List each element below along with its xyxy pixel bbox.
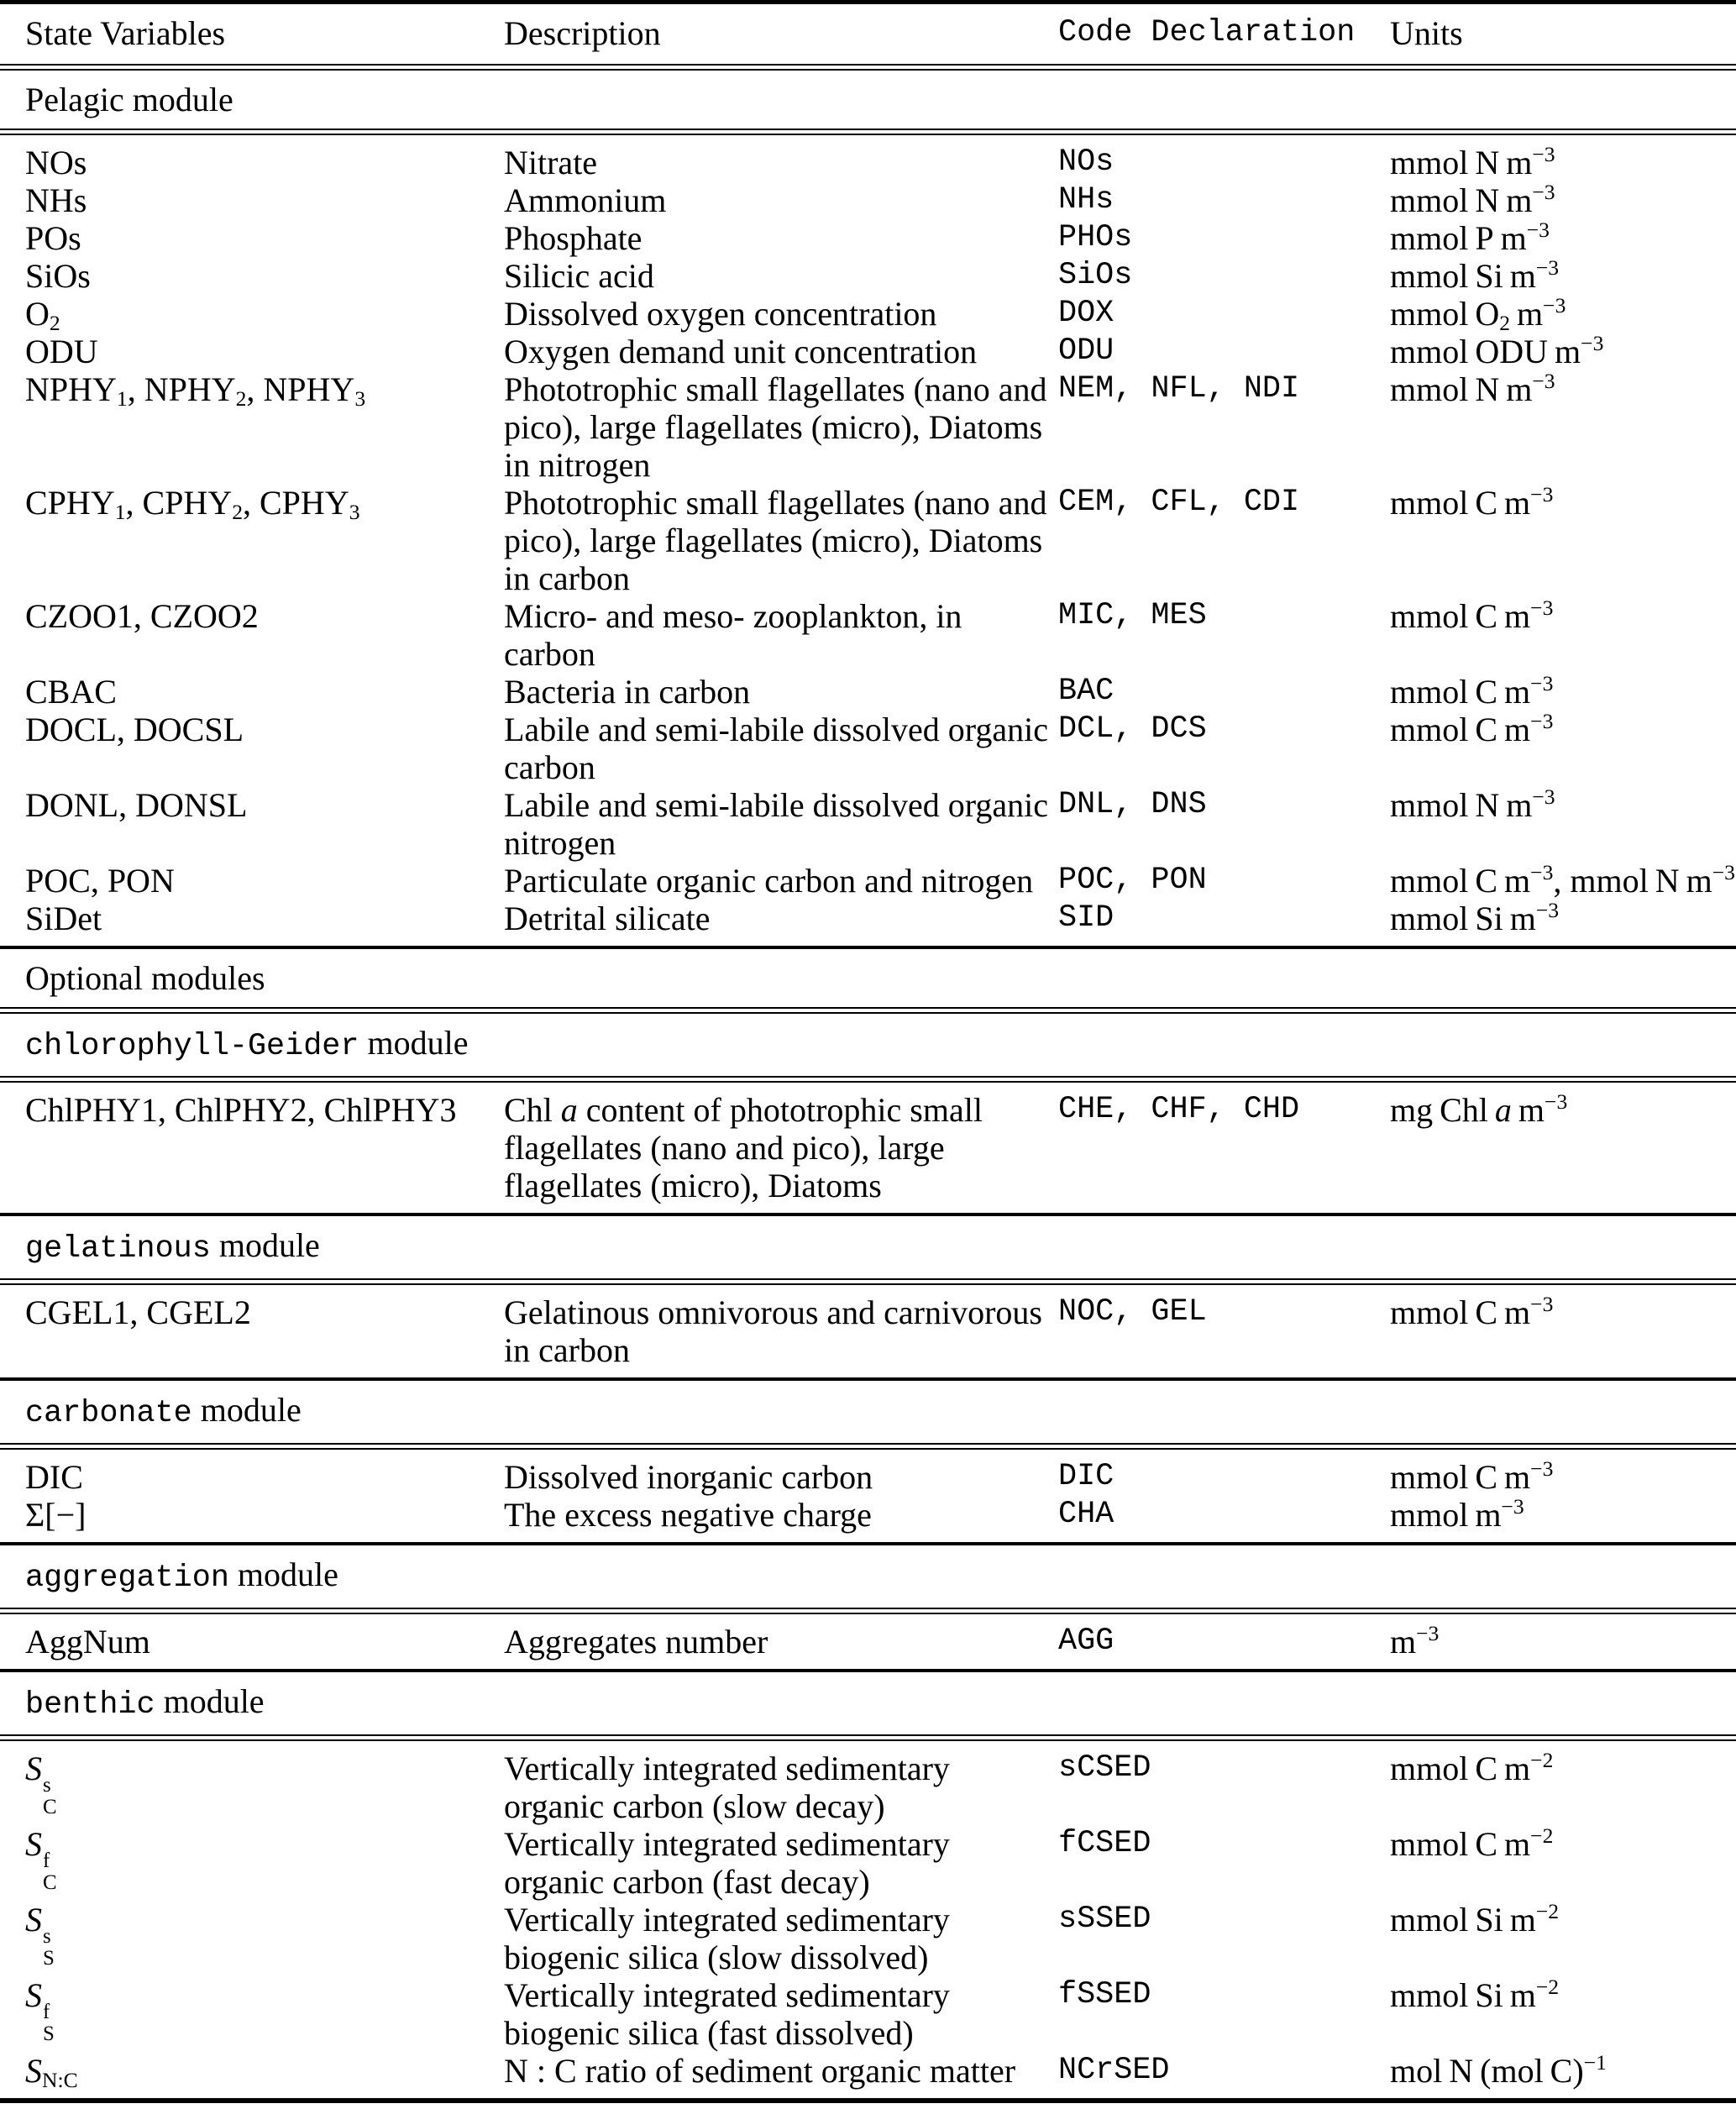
units-cell: mmol C $m^{-3}$ [1390, 709, 1554, 748]
section-title: Optional modules [25, 959, 265, 997]
units-cell: mmol C $m^{-3}$ [1390, 1456, 1554, 1496]
table-row [0, 1623, 1736, 1660]
units-cell: mmol Si $m^{-3}$ [1390, 255, 1560, 295]
code-cell: AGG [1058, 1624, 1115, 1659]
bottom-rule [0, 2098, 1736, 2103]
table-row [0, 2052, 1736, 2090]
description-cell: Phosphate [504, 219, 642, 257]
description-cell: Gelatinous omnivorous and carnivorous in carbon [504, 1293, 1042, 1369]
state-variable-cell: NOs [25, 144, 87, 181]
state-variable-cell: SiOs [25, 257, 91, 295]
code-cell: CHE, CHF, CHD [1058, 1092, 1300, 1127]
state-variable-cell: CBAC [25, 673, 117, 711]
description-cell: Dissolved oxygen concentration [504, 295, 937, 333]
rule-double [0, 1076, 1736, 1083]
units-cell: mmol Si $m^{-2}$ [1390, 1975, 1560, 2014]
section-rows [0, 1614, 1736, 1669]
section-header-row [0, 1381, 1736, 1443]
description-cell: Ammonium [504, 181, 667, 219]
section-header-row [0, 71, 1736, 129]
state-variable-cell: S f C [25, 1825, 57, 1894]
units-cell: $m^{-3}$ [1390, 1621, 1440, 1660]
section-title: module [228, 1556, 338, 1593]
table-row [0, 711, 1736, 786]
description-cell: Dissolved inorganic carbon [504, 1458, 873, 1496]
description-cell: Labile and semi-labile dissolved organic nitrogen [504, 786, 1048, 862]
description-cell: Micro- and meso- zooplankton, in carbon [504, 597, 962, 673]
table-row [0, 673, 1736, 711]
units-cell: mmol C $m^{-2}$ [1390, 1823, 1554, 1863]
rule-double [0, 1278, 1736, 1285]
code-cell: DIC [1058, 1459, 1115, 1494]
code-cell: NCrSED [1058, 2053, 1170, 2088]
table-row [0, 1750, 1736, 1825]
units-cell: mg Chl a $m^{-3}$ [1390, 1089, 1568, 1129]
rule-double [0, 1608, 1736, 1614]
section-rows [0, 1741, 1736, 2098]
table-row [0, 1293, 1736, 1369]
section-header-row [0, 1672, 1736, 1734]
code-cell: ODU [1058, 333, 1115, 369]
state-variable-cell: S s C [25, 1750, 57, 1818]
code-cell: SID [1058, 900, 1115, 936]
description-cell: Vertically integrated sedimentary biogenic silica (fast dissolved) [504, 1976, 950, 2052]
state-variable-cell: $S_{N:C}$ [25, 2052, 78, 2092]
description-cell: The excess negative charge [504, 1496, 872, 1534]
section-title-code: benthic [25, 1687, 155, 1723]
state-variable-cell: CGEL1, CGEL2 [25, 1293, 251, 1331]
description-cell: N : C ratio of sediment organic matter [504, 2052, 1016, 2090]
units-cell: mmol N $m^{-3}$ [1390, 369, 1555, 408]
state-variable-cell: $NPHY_1$, $NPHY_2$, $NPHY_3$ [25, 370, 366, 411]
code-cell: fSSED [1058, 1977, 1151, 2012]
code-cell: SiOs [1058, 258, 1133, 293]
code-cell: CHA [1058, 1497, 1115, 1532]
units-cell: mmol N $m^{-3}$ [1390, 142, 1555, 181]
state-variable-cell: CZOO1, CZOO2 [25, 597, 259, 635]
description-cell: Vertically integrated sedimentary organic carbon (slow decay) [504, 1750, 950, 1825]
section-header-row [0, 1216, 1736, 1278]
code-cell: CEM, CFL, CDI [1058, 485, 1300, 520]
section-rows [0, 1285, 1736, 1377]
units-cell: mmol N $m^{-3}$ [1390, 784, 1555, 824]
table-row [0, 786, 1736, 862]
units-cell: mmol C $m^{-3}$ [1390, 1292, 1554, 1331]
code-cell: MIC, MES [1058, 598, 1207, 633]
section-title-code: carbonate [25, 1396, 192, 1431]
state-variable-cell: ODU [25, 333, 98, 370]
units-cell: mmol Si $m^{-2}$ [1390, 1899, 1560, 1938]
units-cell: mmol Si $m^{-3}$ [1390, 898, 1560, 937]
units-cell: mmol N $m^{-3}$ [1390, 180, 1555, 219]
table-row [0, 295, 1736, 333]
col-header-code-declaration: Code Declaration [1058, 15, 1356, 50]
section-title: module [191, 1391, 302, 1429]
state-variable-cell: DIC [25, 1458, 83, 1496]
code-cell: NHs [1058, 182, 1115, 218]
code-cell: BAC [1058, 674, 1115, 709]
section-header-row [0, 1014, 1736, 1076]
description-cell: Phototrophic small flagellates (nano and pico), large flagellates (micro), Diatoms in nitrogen [504, 370, 1047, 484]
state-variable-cell: POC, PON [25, 862, 175, 900]
units-cell: mmol C $m^{-3}$, mmol N $m^{-3}$ [1390, 860, 1735, 900]
section-rows [0, 1450, 1736, 1542]
description-cell: Chl a content of phototrophic small flagellates (nano and pico), large flagellates (micro), Diatoms [504, 1091, 983, 1204]
table-row [0, 597, 1736, 673]
table-row [0, 257, 1736, 295]
units-cell: mmol ODU $m^{-3}$ [1390, 331, 1604, 370]
section-rows [0, 135, 1736, 946]
state-variable-cell: DOCL, DOCSL [25, 711, 244, 748]
description-cell: Labile and semi-labile dissolved organic carbon [504, 711, 1048, 786]
table-row [0, 900, 1736, 937]
state-variable-cell: $O_2$ [25, 295, 60, 335]
state-variable-cell: S f S [25, 1976, 55, 2045]
table-row [0, 333, 1736, 370]
code-cell: NOs [1058, 144, 1115, 180]
table-row [0, 370, 1736, 484]
state-variable-cell: $CPHY_1$, $CPHY_2$, $CPHY_3$ [25, 484, 360, 524]
state-variable-cell: AggNum [25, 1623, 150, 1660]
units-cell: mmol $O_2$ $m^{-3}$ [1390, 293, 1566, 335]
table-row [0, 1825, 1736, 1901]
state-variable-cell: NHs [25, 181, 87, 219]
state-variable-cell: SiDet [25, 900, 102, 937]
code-cell: DCL, DCS [1058, 711, 1207, 747]
units-cell: mmol C $m^{-3}$ [1390, 482, 1554, 522]
rule-double [0, 1007, 1736, 1014]
units-cell: mmol P $m^{-3}$ [1390, 218, 1550, 257]
units-cell: mmol C $m^{-3}$ [1390, 671, 1554, 711]
section-title-code: chlorophyll-Geider [25, 1029, 359, 1064]
description-cell: Particulate organic carbon and nitrogen [504, 862, 1034, 900]
code-cell: NOC, GEL [1058, 1294, 1207, 1330]
rule-double [0, 1443, 1736, 1450]
description-cell: Vertically integrated sedimentary organic carbon (fast decay) [504, 1825, 950, 1901]
section-title: module [155, 1682, 265, 1720]
units-cell: mmol $m^{-3}$ [1390, 1494, 1524, 1534]
section-title: Pelagic module [25, 81, 233, 118]
rule-double [0, 1734, 1736, 1741]
code-cell: PHOs [1058, 220, 1133, 255]
code-cell: fCSED [1058, 1826, 1151, 1861]
section-title-code: aggregation [25, 1561, 229, 1596]
description-cell: Oxygen demand unit concentration [504, 333, 978, 370]
sections-host [0, 71, 1736, 2098]
code-cell: NEM, NFL, NDI [1058, 371, 1300, 407]
state-variable-cell: S s S [25, 1901, 55, 1970]
table-row [0, 1091, 1736, 1204]
col-header-units: Units [1390, 14, 1463, 52]
table-row [0, 1901, 1736, 1976]
section-header-row [0, 1545, 1736, 1608]
units-cell: mmol C $m^{-2}$ [1390, 1748, 1554, 1787]
description-cell: Detrital silicate [504, 900, 711, 937]
state-variable-cell: ChlPHY1, ChlPHY2, ChlPHY3 [25, 1091, 457, 1129]
table-row [0, 181, 1736, 219]
description-cell: Aggregates number [504, 1623, 768, 1660]
code-cell: POC, PON [1058, 863, 1207, 898]
table-row [0, 219, 1736, 257]
state-variable-cell: Σ[−] [25, 1496, 87, 1534]
section-rows [0, 1083, 1736, 1213]
units-cell: mol N (mol C)$^{-1}$ [1390, 2050, 1607, 2090]
table-row [0, 1976, 1736, 2052]
description-cell: Nitrate [504, 144, 598, 181]
code-cell: sCSED [1058, 1750, 1151, 1786]
code-cell: DNL, DNS [1058, 787, 1207, 822]
units-cell: mmol C $m^{-3}$ [1390, 595, 1554, 635]
section-title: module [359, 1024, 469, 1062]
section-title-code: gelatinous [25, 1231, 211, 1267]
description-cell: Phototrophic small flagellates (nano and pico), large flagellates (micro), Diatoms in carbon [504, 484, 1047, 597]
table-header-row [0, 4, 1736, 64]
col-header-description: Description [504, 14, 661, 52]
table-row [0, 144, 1736, 181]
table-row [0, 484, 1736, 597]
rule-double [0, 64, 1736, 71]
code-cell: sSSED [1058, 1902, 1151, 1937]
col-header-state-variables: State Variables [25, 14, 226, 52]
state-variable-cell: DONL, DONSL [25, 786, 248, 824]
section-title: module [210, 1226, 320, 1264]
description-cell: Vertically integrated sedimentary biogenic silica (slow dissolved) [504, 1901, 950, 1976]
section-header-row [0, 949, 1736, 1007]
rule-double [0, 129, 1736, 135]
description-cell: Bacteria in carbon [504, 673, 751, 711]
description-cell: Silicic acid [504, 257, 654, 295]
table-row [0, 862, 1736, 900]
state-variable-cell: POs [25, 219, 81, 257]
table-row [0, 1458, 1736, 1496]
table-row [0, 1496, 1736, 1534]
code-cell: DOX [1058, 296, 1115, 331]
